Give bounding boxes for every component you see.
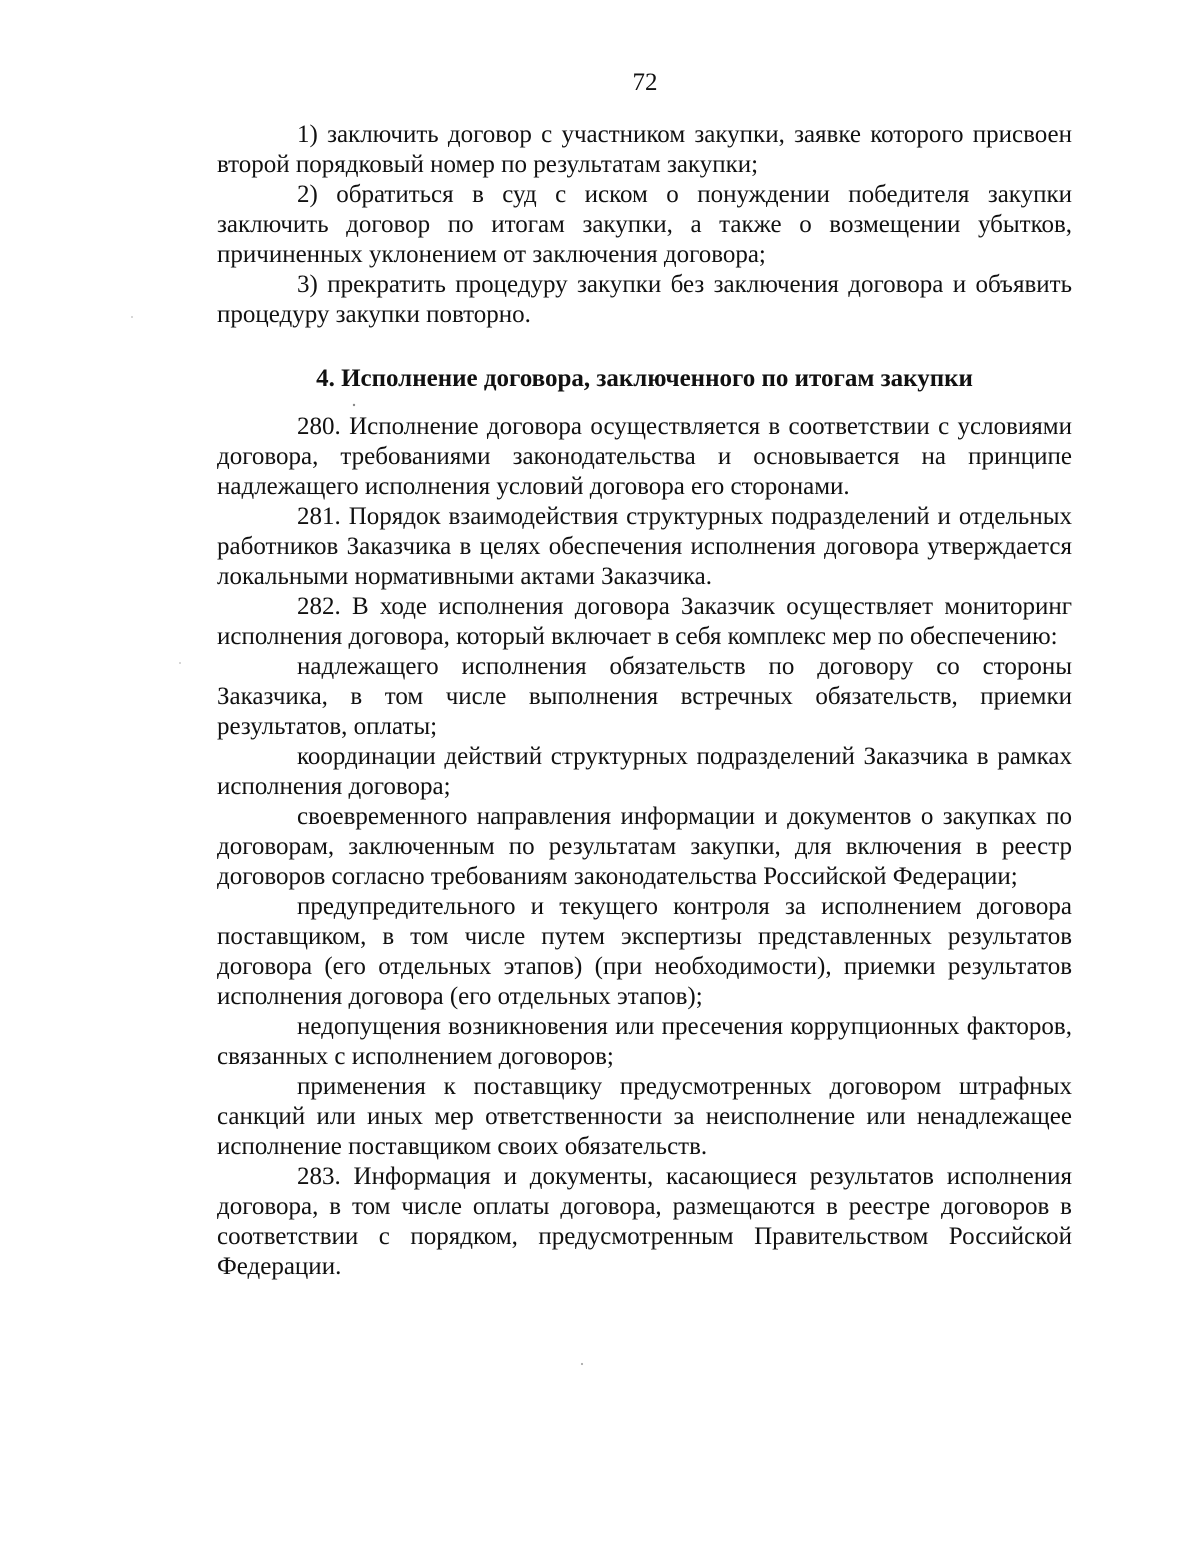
- monitoring-measure: применения к поставщику предусмотренных договором штрафных санкций или иных мер ответственности за неисполнение или ненадлежащее исполнение поставщиком своих обязательств.: [217, 1073, 1072, 1160]
- list-item: 3) прекратить процедуру закупки без заключения договора и объявить процедуру закупки повторно.: [217, 271, 1072, 328]
- list-item: 1) заключить договор с участником закупки, заявке которого присвоен второй порядковый номер по результатам закупки;: [217, 121, 1072, 178]
- document-body: [217, 120, 1072, 1282]
- page-number: 72: [632, 69, 658, 96]
- monitoring-measure: недопущения возникновения или пресечения коррупционных факторов, связанных с исполнением договоров;: [217, 1013, 1072, 1070]
- paragraph-282: 282. В ходе исполнения договора Заказчик осуществляет мониторинг исполнения договора, который включает в себя комплекс мер по обеспечению:: [217, 593, 1072, 650]
- paragraph-283: 283. Информация и документы, касающиеся результатов исполнения договора, в том числе оплаты договора, размещаются в реестре договоров в соответствии с порядком, предусмотренным Правительством Российской Федерации.: [217, 1163, 1072, 1280]
- section-heading: 4. Исполнение договора, заключенного по итогам закупки: [316, 365, 973, 392]
- paragraph-280: 280. Исполнение договора осуществляется в соответствии с условиями договора, требованиями законодательства и основывается на принципе надлежащего исполнения условий договора его сторонами.: [217, 413, 1072, 500]
- paragraph-281: 281. Порядок взаимодействия структурных подразделений и отдельных работников Заказчика в целях обеспечения исполнения договора утверждается локальными нормативными актами Заказчика.: [217, 503, 1072, 590]
- monitoring-measure: надлежащего исполнения обязательств по договору со стороны Заказчика, в том числе выполнения встречных обязательств, приемки результатов, оплаты;: [217, 653, 1072, 740]
- monitoring-measure: предупредительного и текущего контроля за исполнением договора поставщиком, в том числе путем экспертизы представленных результатов договора (его отдельных этапов) (при необходимости), приемки результатов исполнения договора (его отдельных этапов);: [217, 893, 1072, 1010]
- monitoring-measure: координации действий структурных подразделений Заказчика в рамках исполнения договора;: [217, 743, 1072, 800]
- monitoring-measure: своевременного направления информации и документов о закупках по договорам, заключенным по результатам закупки, для включения в реестр договоров согласно требованиям законодательства Российской Федерации;: [217, 803, 1072, 890]
- list-item: 2) обратиться в суд с иском о понуждении победителя закупки заключить договор по итогам закупки, а также о возмещении убытков, причиненных уклонением от заключения договора;: [217, 181, 1072, 268]
